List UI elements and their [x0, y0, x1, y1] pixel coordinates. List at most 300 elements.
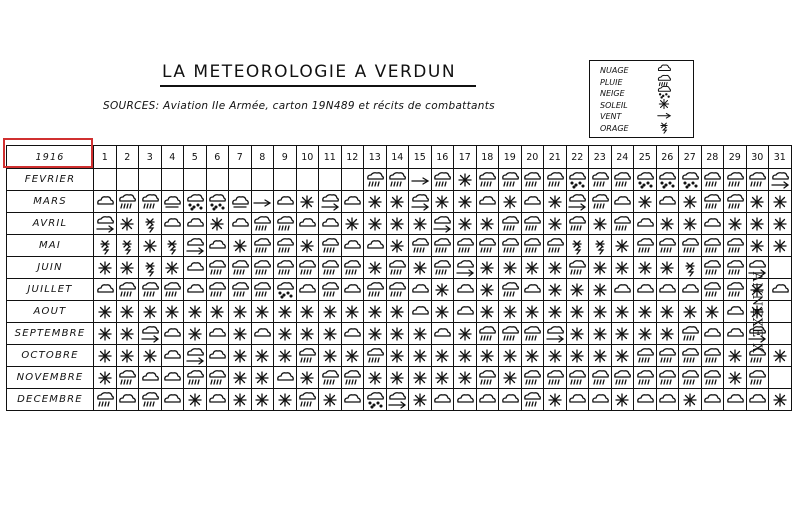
cloud-icon	[161, 367, 184, 389]
rain-icon	[206, 367, 229, 389]
legend-label: SOLEIL	[600, 100, 628, 110]
sun-icon	[386, 213, 409, 235]
wind-icon	[454, 257, 477, 279]
sun-icon	[656, 301, 679, 323]
day-header: 17	[454, 146, 477, 169]
cloud-icon	[364, 235, 387, 257]
sun-icon	[116, 213, 139, 235]
sun-icon	[724, 213, 747, 235]
wind-icon	[746, 257, 769, 279]
cloud-icon	[229, 191, 252, 213]
rain-icon	[701, 345, 724, 367]
month-label: JUIN	[7, 257, 94, 279]
sun-icon	[431, 191, 454, 213]
cloud-icon	[206, 323, 229, 345]
month-label: FEVRIER	[7, 169, 94, 191]
rain-icon	[611, 213, 634, 235]
cloud-icon	[454, 279, 477, 301]
day-header: 10	[296, 146, 319, 169]
sun-icon	[409, 213, 432, 235]
cloud-icon	[94, 279, 117, 301]
rain-icon	[701, 191, 724, 213]
sun-icon	[341, 301, 364, 323]
year-highlight-box	[3, 138, 93, 168]
sun-icon	[431, 279, 454, 301]
month-row	[7, 367, 792, 389]
empty-cell	[206, 169, 229, 191]
sun-icon	[94, 345, 117, 367]
rain-icon	[116, 191, 139, 213]
legend-label: NEIGE	[600, 89, 625, 98]
cloud-icon	[116, 389, 139, 411]
sun-icon	[724, 367, 747, 389]
sun-icon	[589, 257, 612, 279]
empty-cell	[769, 323, 792, 345]
month-row	[7, 235, 792, 257]
rain-icon	[251, 257, 274, 279]
wind-icon	[769, 169, 792, 191]
sun-icon	[499, 345, 522, 367]
day-header: 2	[116, 146, 139, 169]
sun-icon	[521, 257, 544, 279]
storm-icon	[139, 213, 162, 235]
month-label: SEPTEMBRE	[7, 323, 94, 345]
storm-icon	[94, 235, 117, 257]
sun-icon	[319, 389, 342, 411]
cloud-icon	[161, 345, 184, 367]
rain-icon	[701, 169, 724, 191]
day-header: 20	[521, 146, 544, 169]
month-label: NOVEMBRE	[7, 367, 94, 389]
sun-icon	[364, 213, 387, 235]
sun-icon	[251, 301, 274, 323]
rain-icon	[319, 279, 342, 301]
cloud-icon	[409, 301, 432, 323]
rain-icon	[724, 257, 747, 279]
sun-icon	[229, 301, 252, 323]
rain-icon	[319, 367, 342, 389]
rain-icon	[116, 279, 139, 301]
cloud-icon	[634, 279, 657, 301]
rain-icon	[499, 279, 522, 301]
sun-icon	[386, 301, 409, 323]
wind-icon	[94, 213, 117, 235]
sun-icon	[296, 191, 319, 213]
sun-icon	[634, 323, 657, 345]
sun-icon	[454, 345, 477, 367]
sun-icon	[139, 301, 162, 323]
sun-icon	[476, 345, 499, 367]
sun-icon	[589, 279, 612, 301]
sun-icon	[229, 323, 252, 345]
cloud-icon	[341, 389, 364, 411]
rain-icon	[679, 323, 702, 345]
day-header: 28	[701, 146, 724, 169]
cloud-icon	[161, 191, 184, 213]
sun-icon	[431, 367, 454, 389]
rain-icon	[544, 367, 567, 389]
sun-icon	[611, 301, 634, 323]
sun-icon	[679, 389, 702, 411]
snow-icon	[634, 169, 657, 191]
wind-icon	[251, 191, 274, 213]
sun-icon	[386, 323, 409, 345]
cloud-icon	[679, 279, 702, 301]
sun-icon	[409, 257, 432, 279]
sun-icon	[679, 191, 702, 213]
sun-icon	[521, 301, 544, 323]
wind-icon	[139, 323, 162, 345]
day-header: 7	[229, 146, 252, 169]
sun-icon	[364, 301, 387, 323]
sun-icon	[94, 301, 117, 323]
cloud-icon	[431, 323, 454, 345]
sun-icon	[184, 389, 207, 411]
sun-icon	[364, 191, 387, 213]
sun-icon	[229, 235, 252, 257]
sun-icon	[634, 191, 657, 213]
storm-icon	[139, 257, 162, 279]
sun-icon	[251, 345, 274, 367]
day-header: 29	[724, 146, 747, 169]
rain-icon	[724, 169, 747, 191]
sun-icon	[184, 301, 207, 323]
rain-icon	[116, 367, 139, 389]
sun-icon	[161, 257, 184, 279]
storm-icon	[566, 235, 589, 257]
day-header: 15	[409, 146, 432, 169]
sun-icon	[589, 301, 612, 323]
cloud-icon	[566, 389, 589, 411]
rain-icon	[544, 169, 567, 191]
sun-icon	[184, 323, 207, 345]
cloud-icon	[521, 191, 544, 213]
day-header: 11	[319, 146, 342, 169]
month-label: AOUT	[7, 301, 94, 323]
sun-icon	[319, 301, 342, 323]
cloud-icon	[701, 323, 724, 345]
sun-icon	[521, 345, 544, 367]
sun-icon	[544, 257, 567, 279]
rain-icon	[746, 345, 769, 367]
wind-icon	[746, 323, 769, 345]
sun-icon	[229, 389, 252, 411]
rain-icon	[566, 257, 589, 279]
rain-icon	[679, 345, 702, 367]
rain-icon	[274, 257, 297, 279]
empty-cell	[229, 169, 252, 191]
cloud-icon	[94, 191, 117, 213]
sun-icon	[589, 213, 612, 235]
rain-icon	[386, 257, 409, 279]
rain-icon	[701, 235, 724, 257]
cloud-icon	[454, 389, 477, 411]
cloud-icon	[589, 389, 612, 411]
storm-icon	[161, 235, 184, 257]
year-cell: 1916	[7, 146, 94, 169]
sun-icon	[341, 345, 364, 367]
wind-icon	[409, 169, 432, 191]
rain-icon	[206, 279, 229, 301]
rain-icon	[521, 169, 544, 191]
sun-icon	[251, 389, 274, 411]
sun-icon	[566, 345, 589, 367]
month-row	[7, 323, 792, 345]
cloud-icon	[319, 213, 342, 235]
sun-icon	[409, 323, 432, 345]
legend-label: ORAGE	[600, 123, 629, 133]
wind-icon	[431, 213, 454, 235]
sun-icon	[611, 389, 634, 411]
sun-icon	[611, 235, 634, 257]
month-row	[7, 389, 792, 411]
day-header: 14	[386, 146, 409, 169]
wind-icon	[544, 323, 567, 345]
empty-cell	[251, 169, 274, 191]
rain-icon	[499, 169, 522, 191]
rain-icon	[251, 235, 274, 257]
cloud-icon	[724, 323, 747, 345]
rain-icon	[274, 213, 297, 235]
sun-icon	[679, 213, 702, 235]
empty-cell	[94, 169, 117, 191]
sun-icon	[544, 301, 567, 323]
rain-icon	[454, 235, 477, 257]
sun-icon	[454, 367, 477, 389]
sun-icon	[476, 257, 499, 279]
rain-icon	[746, 169, 769, 191]
rain-icon	[161, 279, 184, 301]
sun-icon	[386, 235, 409, 257]
cloud-icon	[341, 279, 364, 301]
sun-icon	[161, 301, 184, 323]
rain-icon	[431, 169, 454, 191]
day-header: 18	[476, 146, 499, 169]
sun-icon	[364, 257, 387, 279]
cloud-icon	[656, 191, 679, 213]
month-label: MAI	[7, 235, 94, 257]
month-row	[7, 191, 792, 213]
legend-item	[600, 124, 690, 134]
empty-cell	[116, 169, 139, 191]
snow-icon	[206, 191, 229, 213]
day-header: 22	[566, 146, 589, 169]
rain-icon	[229, 279, 252, 301]
rain-icon	[634, 367, 657, 389]
cloud-icon	[274, 191, 297, 213]
rain-icon	[656, 345, 679, 367]
month-row	[7, 213, 792, 235]
legend-item	[600, 66, 690, 76]
sun-icon	[341, 213, 364, 235]
sun-icon	[116, 323, 139, 345]
cloud-icon	[769, 279, 792, 301]
cloud-icon	[409, 279, 432, 301]
annex-label: ANNEXE X	[749, 272, 764, 354]
sun-icon	[206, 301, 229, 323]
legend-item	[600, 101, 690, 111]
day-header: 3	[139, 146, 162, 169]
month-label: MARS	[7, 191, 94, 213]
rain-icon	[296, 389, 319, 411]
month-row	[7, 301, 792, 323]
rain-icon	[364, 345, 387, 367]
sun-icon	[296, 367, 319, 389]
rain-icon	[386, 169, 409, 191]
legend-label: PLUIE	[600, 77, 623, 87]
cloud-icon	[656, 389, 679, 411]
sun-icon	[454, 213, 477, 235]
sun-icon	[499, 367, 522, 389]
sun-icon	[274, 345, 297, 367]
sun-icon	[139, 235, 162, 257]
rain-icon	[499, 323, 522, 345]
wind-icon	[319, 191, 342, 213]
rain-icon	[499, 213, 522, 235]
sun-icon	[251, 367, 274, 389]
sun-icon	[386, 191, 409, 213]
empty-cell	[161, 169, 184, 191]
sun-icon	[544, 213, 567, 235]
rain-icon	[431, 257, 454, 279]
sun-icon	[94, 367, 117, 389]
day-header: 5	[184, 146, 207, 169]
sun-icon	[499, 257, 522, 279]
sun-icon	[274, 389, 297, 411]
cloud-icon	[139, 367, 162, 389]
cloud-icon	[701, 389, 724, 411]
sun-icon	[454, 191, 477, 213]
cloud-icon	[521, 279, 544, 301]
cloud-icon	[476, 389, 499, 411]
legend-label: NUAGE	[600, 66, 629, 75]
cloud-icon	[499, 389, 522, 411]
legend-item	[600, 89, 690, 99]
cloud-icon	[611, 279, 634, 301]
storm-icon	[679, 257, 702, 279]
day-header: 30	[746, 146, 769, 169]
rain-icon	[521, 389, 544, 411]
sun-icon	[724, 345, 747, 367]
day-header: 25	[634, 146, 657, 169]
sun-icon	[319, 323, 342, 345]
rain-icon	[229, 257, 252, 279]
day-header: 8	[251, 146, 274, 169]
sources-line: SOURCES: Aviation IIe Armée, carton 19N489 et récits de combattants	[103, 100, 495, 112]
rain-icon	[251, 213, 274, 235]
wind-icon	[566, 191, 589, 213]
sun-icon	[769, 235, 792, 257]
sun-icon	[611, 323, 634, 345]
sun-icon	[769, 389, 792, 411]
rain-icon	[544, 235, 567, 257]
cloud-icon	[724, 301, 747, 323]
rain-icon	[724, 279, 747, 301]
day-header: 19	[499, 146, 522, 169]
sun-icon	[544, 345, 567, 367]
empty-cell	[341, 169, 364, 191]
sun-icon	[409, 345, 432, 367]
rain-icon	[139, 191, 162, 213]
rain-icon	[94, 389, 117, 411]
sun-icon	[769, 191, 792, 213]
sun-icon	[386, 367, 409, 389]
rain-icon	[364, 279, 387, 301]
cloud-icon	[206, 345, 229, 367]
rain-icon	[251, 279, 274, 301]
month-label: JUILLET	[7, 279, 94, 301]
rain-icon	[184, 367, 207, 389]
sun-icon	[656, 323, 679, 345]
header-row	[7, 146, 792, 169]
sun-icon	[364, 367, 387, 389]
empty-cell	[184, 169, 207, 191]
day-header: 26	[656, 146, 679, 169]
sun-icon	[386, 345, 409, 367]
rain-icon	[476, 323, 499, 345]
sun-icon	[454, 323, 477, 345]
sun-icon	[656, 257, 679, 279]
rain-icon	[656, 235, 679, 257]
sun-icon	[634, 301, 657, 323]
rain-icon	[746, 367, 769, 389]
cloud-icon	[184, 279, 207, 301]
legend-label: VENT	[600, 112, 622, 121]
snow-icon	[656, 169, 679, 191]
rain-icon	[476, 169, 499, 191]
sun-icon	[116, 301, 139, 323]
cloud-icon	[634, 213, 657, 235]
sun-icon	[656, 213, 679, 235]
day-header: 12	[341, 146, 364, 169]
day-header: 4	[161, 146, 184, 169]
empty-cell	[769, 367, 792, 389]
rain-icon	[634, 235, 657, 257]
rain-icon	[274, 235, 297, 257]
cloud-icon	[431, 389, 454, 411]
cloud-icon	[454, 301, 477, 323]
sun-icon	[116, 257, 139, 279]
rain-icon	[296, 257, 319, 279]
month-label: DECEMBRE	[7, 389, 94, 411]
sun-icon	[274, 301, 297, 323]
sun-icon	[139, 345, 162, 367]
cloud-icon	[184, 257, 207, 279]
cloud-icon	[229, 213, 252, 235]
day-header: 9	[274, 146, 297, 169]
cloud-icon	[634, 389, 657, 411]
sun-icon	[319, 345, 342, 367]
rain-icon	[476, 367, 499, 389]
sun-icon	[566, 301, 589, 323]
rain-icon	[409, 235, 432, 257]
sun-icon	[746, 235, 769, 257]
empty-cell	[274, 169, 297, 191]
rain-icon	[656, 367, 679, 389]
sun-icon	[296, 235, 319, 257]
rain-icon	[206, 257, 229, 279]
cloud-icon	[746, 389, 769, 411]
sun-icon	[769, 345, 792, 367]
legend-box	[589, 60, 694, 138]
rain-icon	[341, 257, 364, 279]
page-title: LA METEOROLOGIE A VERDUN	[162, 62, 457, 82]
weather-calendar-table	[6, 145, 792, 411]
month-row	[7, 169, 792, 191]
rain-icon	[566, 367, 589, 389]
rain-icon	[724, 235, 747, 257]
sun-icon	[769, 213, 792, 235]
